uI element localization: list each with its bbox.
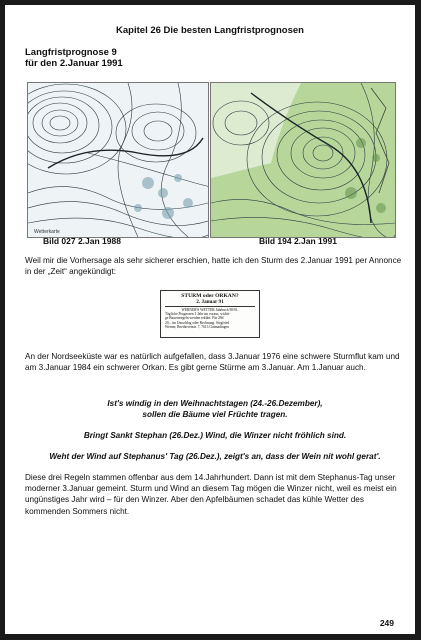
weather-rule-christmas: [25, 398, 405, 420]
weather-rule-christmas-line1: Ist's windig in den Weihnachtstagen (24.-26.Dezember),: [107, 399, 323, 408]
page-number: 249: [379, 618, 394, 628]
svg-text:Wetterkarte: Wetterkarte: [34, 229, 60, 235]
clipping-line: WERNER'S WETTER Jahrbuch 90/91.: [181, 308, 239, 312]
rules-paragraph: Diese drei Regeln stammen offenbar aus dem 14.Jahrhundert. Dann ist mit dem Stephanus-Tag unser moderner 3.Januar gemeint. Sturm und Wind an diesem Tag mögen die Winzer nicht, weil es meist ein ungünstiges Jahr wird – für den Winzer. Aber den Apfelbäumen schadet das kühle Wetter des kommenden Sommers nicht.: [25, 473, 397, 516]
clipping-date: 2. Januar 91: [196, 299, 224, 305]
clipping-divider: [165, 306, 255, 307]
forecast-title-line1: Langfristprognose 9: [25, 47, 117, 58]
weather-rule-stephanus: Weht der Wind auf Stephanus' Tag (26.Dez.), zeigt's an, dass der Wein nit wohl gerat'.: [49, 452, 381, 461]
north-sea-paragraph: An der Nordseeküste war es natürlich aufgefallen, dass 3.Januar 1976 eine schwere Sturmflut kam und am 3.Januar 1984 ein schwerer Orkan. Es gibt gerne Stürme am 3.Januar. Am 1.Januar auch.: [25, 352, 400, 373]
forecast-title: [25, 47, 123, 69]
forecast-title-line2: für den 2.Januar 1991: [25, 58, 123, 69]
newspaper-ad-clipping: [160, 290, 260, 338]
weather-map-1991: [210, 82, 396, 238]
weather-rule-christmas-line2: sollen die Bäume viel Früchte tragen.: [142, 410, 288, 420]
clipping-headline: STURM oder ORKAN?: [181, 293, 239, 299]
book-page: [5, 5, 415, 634]
map-caption-1988: Bild 027 2.Jan 1988: [43, 236, 121, 246]
weather-map-1988: [27, 82, 209, 238]
chapter-title: Kapitel 26 Die besten Langfristprognosen: [116, 25, 304, 36]
clipping-line: ge Bauernregeln werden erklärt. Für 29d: [165, 316, 224, 321]
weather-map-1988-image: [28, 83, 208, 237]
clipping-line: Werner, Beethovenstr. 7, 7613 Gutmadingen: [165, 324, 229, 329]
map-caption-1991: Bild 194 2.Jan 1991: [259, 236, 337, 246]
clipping-line: 20,– im Umschlag oder Rechnung. Siegfried: [165, 320, 230, 325]
clipping-line: Tägliche Prognosen 1 Jahr im voraus, wichti-: [165, 312, 231, 317]
weather-map-1991-image: [211, 83, 395, 237]
intro-paragraph: Weil mir die Vorhersage als sehr sicherer erschien, hatte ich den Sturm des 2.Januar 1991 per Annonce in der „Zeit“ angekündigt:: [25, 256, 402, 277]
weather-rule-stephan: Bringt Sankt Stephan (26.Dez.) Wind, die Winzer nicht fröhlich sind.: [83, 431, 347, 440]
